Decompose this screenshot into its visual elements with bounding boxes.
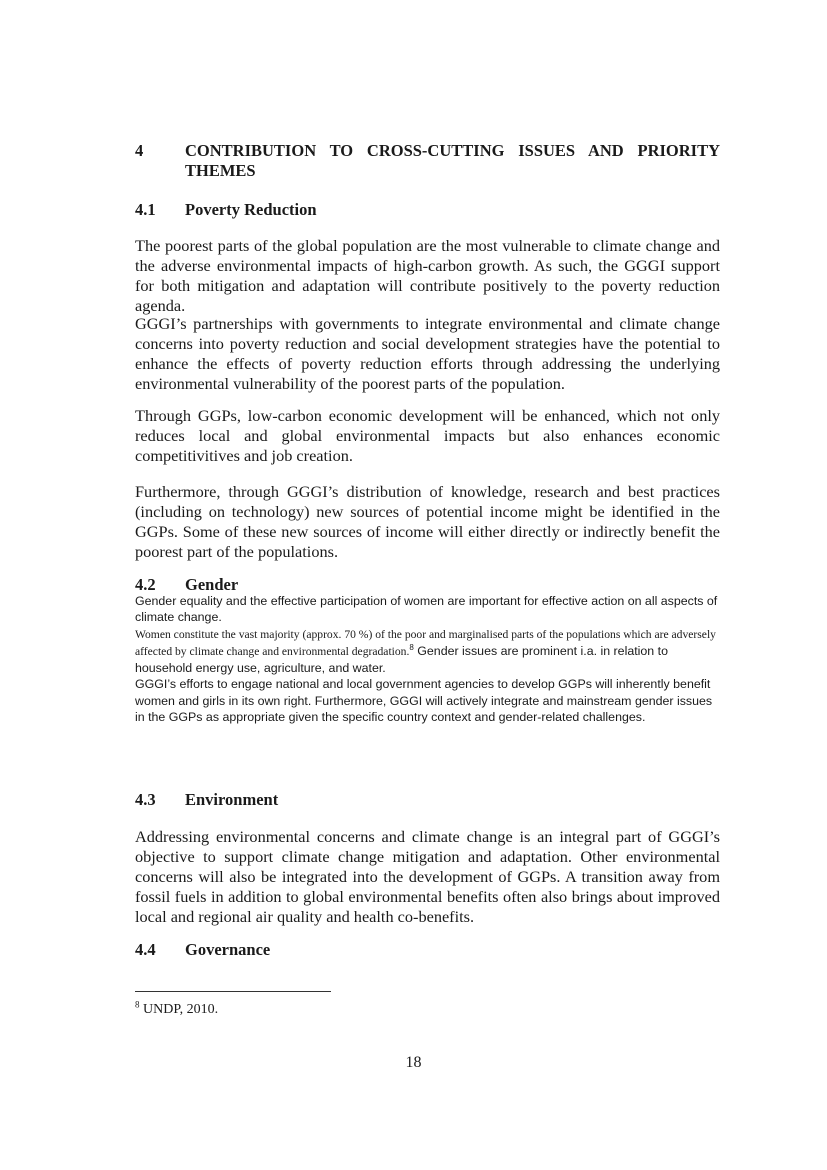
paragraph: GGGI’s efforts to engage national and local government agencies to develop GGPs will inherently benefit women and girls in its own right. Furthermore, GGGI will actively integrate and mainstream gender issues in the GGPs as appropriate given the specific country context and gender-related challenges. (135, 677, 713, 725)
section-number: 4 (135, 141, 144, 160)
paragraph: Addressing environmental concerns and climate change is an integral part of GGGI’s objective to support climate change mitigation and adaptation. Other environmental concerns will also be integrated into the development of GGPs. A transition away from fossil fuels in addition to global environmental benefits often also brings about improved local and regional air quality and health co-benefits. (135, 827, 720, 926)
gender-text-block (135, 593, 725, 725)
paragraph: Furthermore, through GGGI’s distribution of knowledge, research and best practices (including on technology) new sources of potential income might be identified in the GGPs. Some of these new sources of income will either directly or indirectly benefit the poorest part of the populations. (135, 482, 720, 561)
subsection-number: 4.1 (135, 200, 156, 219)
subsection-title: Gender (185, 575, 239, 594)
footnote-separator (135, 991, 331, 992)
paragraph-serif-part: Women constitute the vast majority (approx. 70 %) of the poor and marginalised parts of the populations which are adversely affected by climate change and environmental degradation. (135, 627, 716, 658)
page-number: 18 (405, 1054, 422, 1071)
paragraph: The poorest parts of the global population are the most vulnerable to climate change and the adverse environmental impacts of high-carbon growth. As such, the GGGI support for both mitigation and adaptation will contribute positively to the poverty reduction agenda. (135, 236, 720, 315)
subsection-title: Poverty Reduction (185, 200, 317, 219)
subsection-number: 4.4 (135, 940, 156, 959)
paragraph: Gender equality and the effective participation of women are important for effective action on all aspects of climate change. (135, 594, 718, 625)
paragraph-sans-part: Gender issues are prominent i.a. in relation to household energy use, agriculture, and water. (135, 643, 668, 676)
paragraph (135, 626, 725, 677)
paragraph: Through GGPs, low-carbon economic development will be enhanced, which not only reduces local and global environmental impacts but also enhances economic competitivitives and job creation. (135, 406, 720, 465)
subsection-title: Governance (185, 940, 271, 959)
footnote-text: UNDP, 2010. (139, 1002, 219, 1017)
subsection-number: 4.3 (135, 790, 156, 809)
paragraph: GGGI’s partnerships with governments to integrate environmental and climate change concerns into poverty reduction and social development strategies have the potential to enhance the effects of poverty reduction efforts through addressing the underlying environmental vulnerability of the poorest parts of the population. (135, 314, 720, 393)
footnote-reference: 8 (409, 642, 414, 652)
section-title-line1: CONTRIBUTION TO CROSS-CUTTING ISSUES AND PRIORITY (185, 141, 720, 160)
subsection-title: Environment (185, 790, 279, 809)
footnote (135, 999, 219, 1018)
section-title-line2: THEMES (185, 161, 256, 180)
footnote-mark: 8 (135, 999, 140, 1010)
subsection-number: 4.2 (135, 575, 156, 594)
